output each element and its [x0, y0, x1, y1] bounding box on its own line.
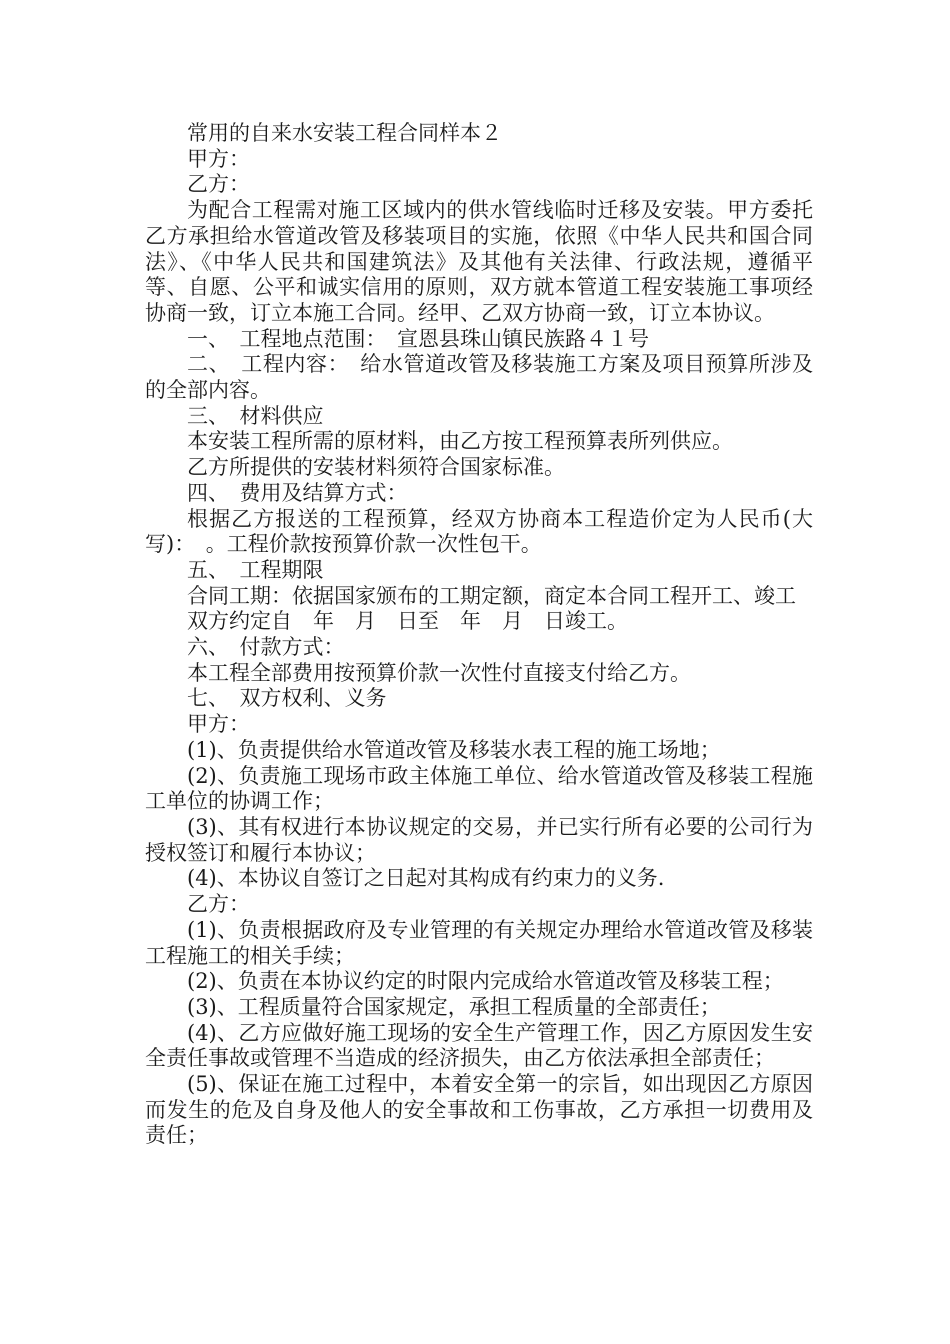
- party-b-duty-4: (4)、乙方应做好施工现场的安全生产管理工作，因乙方原因发生安全责任事故或管理不当造成的经济损失，由乙方依法承担全部责任；: [145, 1020, 813, 1071]
- section-3-paragraph-1: 本安装工程所需的原材料，由乙方按工程预算表所列供应。: [187, 429, 733, 454]
- section-4-paragraph: 根据乙方报送的工程预算，经双方协商本工程造价定为人民币(大写)： 。工程价款按预算价款一次性包干。: [145, 506, 813, 557]
- party-a-duty-2: (2)、负责施工现场市政主体施工单位、给水管道改管及移装工程施工单位的协调工作；: [145, 763, 813, 814]
- party-b-duty-1: (1)、负责根据政府及专业管理的有关规定办理给水管道改管及移装工程施工的相关手续；: [145, 917, 813, 968]
- section-1-location: 一、 工程地点范围： 宣恩县珠山镇民族路４１号: [187, 326, 649, 351]
- party-b-duty-5: (5)、保证在施工过程中，本着安全第一的宗旨，如出现因乙方原因而发生的危及自身及他人的安全事故和工伤事故，乙方承担一切费用及责任；: [145, 1072, 813, 1148]
- section-2-content: 二、 工程内容： 给水管道改管及移装施工方案及项目预算所涉及的全部内容。: [145, 352, 813, 403]
- party-b-duty-2: (2)、负责在本协议约定的时限内完成给水管道改管及移装工程；: [187, 969, 784, 994]
- party-a-duty-4: (4)、本协议自签订之日起对其构成有约束力的义务.: [187, 866, 665, 891]
- section-6-paragraph: 本工程全部费用按预算价款一次性付直接支付给乙方。: [187, 660, 691, 685]
- section-5-paragraph-1: 合同工期：依据国家颁布的工期定额，商定本合同工程开工、竣工: [187, 583, 796, 608]
- preamble-paragraph: 为配合工程需对施工区域内的供水管线临时迁移及安装。甲方委托乙方承担给水管道改管及移装项目的实施，依照《中华人民共和国合同法》、《中华人民共和国建筑法》及其他有关法律、行政法规，遵循平等、自愿、公平和诚实信用的原则，双方就本管道工程安装施工事项经协商一致，订立本施工合同。经甲、乙双方协商一致，订立本协议。: [145, 198, 813, 325]
- party-a-duty-3: (3)、其有权进行本协议规定的交易，并已实行所有必要的公司行为授权签订和履行本协议；: [145, 814, 813, 865]
- section-6-heading: 六、 付款方式：: [187, 635, 345, 660]
- section-7-heading: 七、 双方权利、义务: [187, 686, 387, 711]
- party-a-label: 甲方：: [187, 146, 250, 171]
- party-a-duty-1: (1)、负责提供给水管道改管及移装水表工程的施工场地；: [187, 737, 721, 762]
- section-5-heading: 五、 工程期限: [187, 557, 324, 582]
- party-b-duties-label: 乙方：: [187, 892, 250, 917]
- contract-document: [145, 121, 813, 1149]
- section-3-paragraph-2: 乙方所提供的安装材料须符合国家标准。: [187, 455, 565, 480]
- section-5-paragraph-2: 双方约定自 年 月 日至 年 月 日竣工。: [187, 609, 628, 634]
- document-title: 常用的自来水安装工程合同样本２: [187, 121, 502, 145]
- section-4-heading: 四、 费用及结算方式：: [187, 480, 408, 505]
- party-b-duty-3: (3)、工程质量符合国家规定，承担工程质量的全部责任；: [187, 994, 721, 1019]
- party-a-duties-label: 甲方：: [187, 712, 250, 737]
- party-b-label: 乙方：: [187, 172, 250, 197]
- section-3-heading: 三、 材料供应: [187, 403, 324, 428]
